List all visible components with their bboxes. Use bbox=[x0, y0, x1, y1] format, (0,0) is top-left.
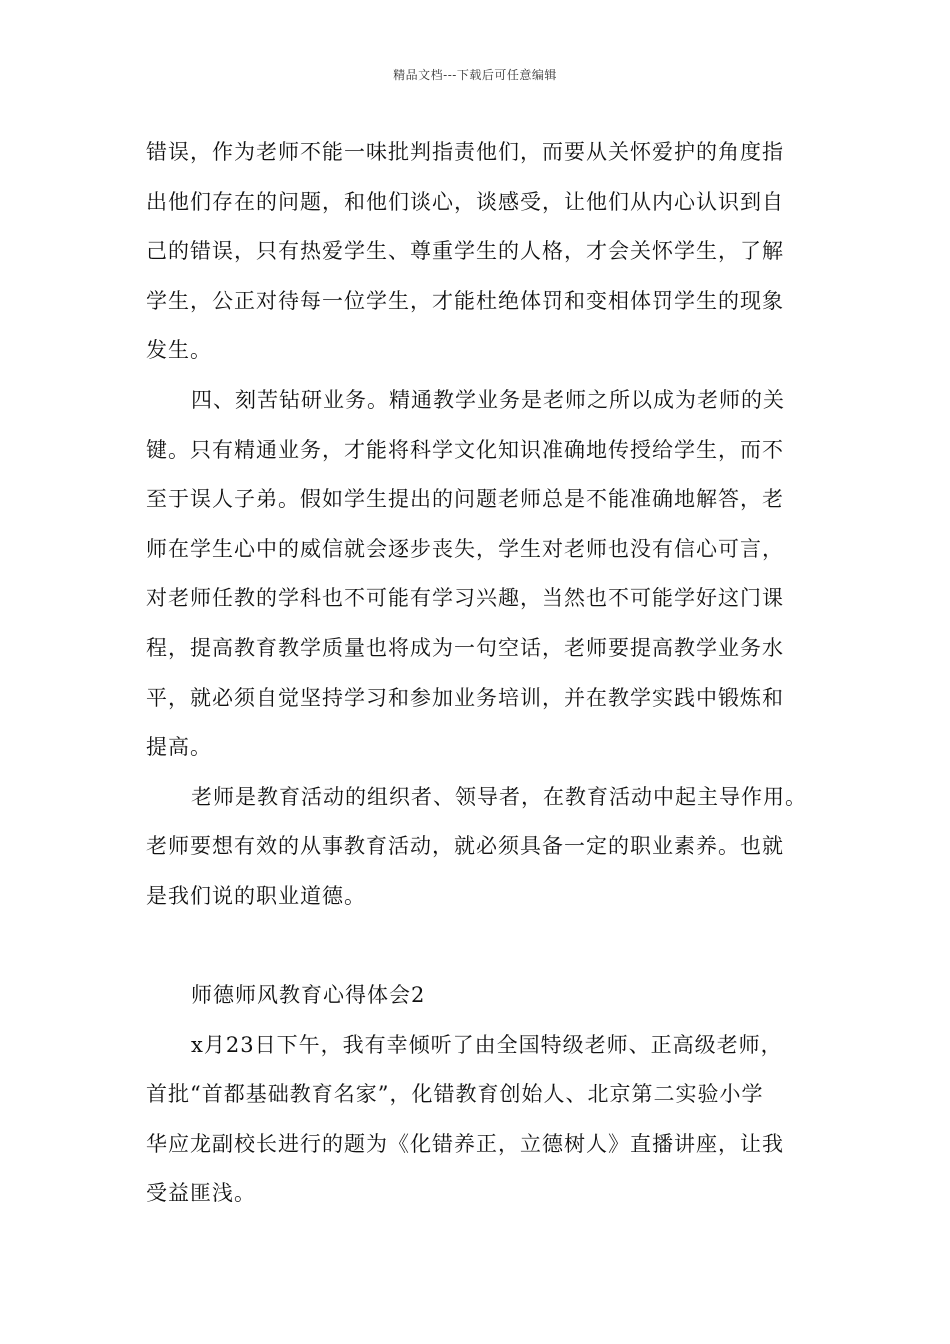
document-body bbox=[146, 128, 816, 1219]
text-line: 学生，公正对待每一位学生，才能杜绝体罚和变相体罚学生的现象 bbox=[146, 288, 784, 313]
text-line: 华应龙副校长进行的题为《化错养正，立德树人》直播讲座，让我 bbox=[146, 1131, 784, 1156]
text-line: 出他们存在的问题，和他们谈心，谈感受，让他们从内心认识到自 bbox=[146, 189, 784, 214]
text-line: 键。只有精通业务，才能将科学文化知识准确地传授给学生，而不 bbox=[146, 437, 784, 462]
paragraph-4 bbox=[146, 1021, 816, 1219]
text-line: 四、刻苦钻研业务。精通教学业务是老师之所以成为老师的关 bbox=[191, 387, 785, 412]
text-line: 受益匪浅。 bbox=[146, 1181, 256, 1206]
text-line: 平，就必须自觉坚持学习和参加业务培训，并在教学实践中锻炼和 bbox=[146, 685, 784, 710]
section-title: 师德师风教育心得体会2 bbox=[191, 983, 426, 1008]
text-line: 程，提高教育教学质量也将成为一句空话，老师要提高教学业务水 bbox=[146, 635, 784, 660]
paragraph-1 bbox=[146, 128, 816, 376]
page-header: 精品文档---下载后可任意编辑 bbox=[393, 68, 557, 82]
text-line: 师在学生心中的威信就会逐步丧失，学生对老师也没有信心可言， bbox=[146, 536, 784, 561]
text-line: 是我们说的职业道德。 bbox=[146, 883, 366, 908]
text-line: 至于误人子弟。假如学生提出的问题老师总是不能准确地解答，老 bbox=[146, 487, 784, 512]
text-line: 老师是教育活动的组织者、领导者，在教育活动中起主导作用。 bbox=[191, 784, 807, 809]
text-line: 对老师任教的学科也不可能有学习兴趣，当然也不可能学好这门课 bbox=[146, 586, 784, 611]
text-line: 提高。 bbox=[146, 735, 212, 760]
text-line: x月23日下午，我有幸倾听了由全国特级老师、正高级老师， bbox=[191, 1032, 783, 1057]
paragraph-3 bbox=[146, 773, 816, 922]
blank-line bbox=[146, 922, 816, 972]
paragraph-2 bbox=[146, 376, 816, 773]
text-line: 发生。 bbox=[146, 338, 212, 363]
section-title-paragraph bbox=[146, 971, 816, 1021]
text-line: 己的错误，只有热爱学生、尊重学生的人格，才会关怀学生，了解 bbox=[146, 239, 784, 264]
text-line: 错误，作为老师不能一味批判指责他们，而要从关怀爱护的角度指 bbox=[146, 140, 784, 164]
text-line: 首批“首都基础教育名家”，化错教育创始人、北京第二实验小学 bbox=[146, 1082, 764, 1107]
text-line: 老师要想有效的从事教育活动，就必须具备一定的职业素养。也就 bbox=[146, 834, 784, 859]
